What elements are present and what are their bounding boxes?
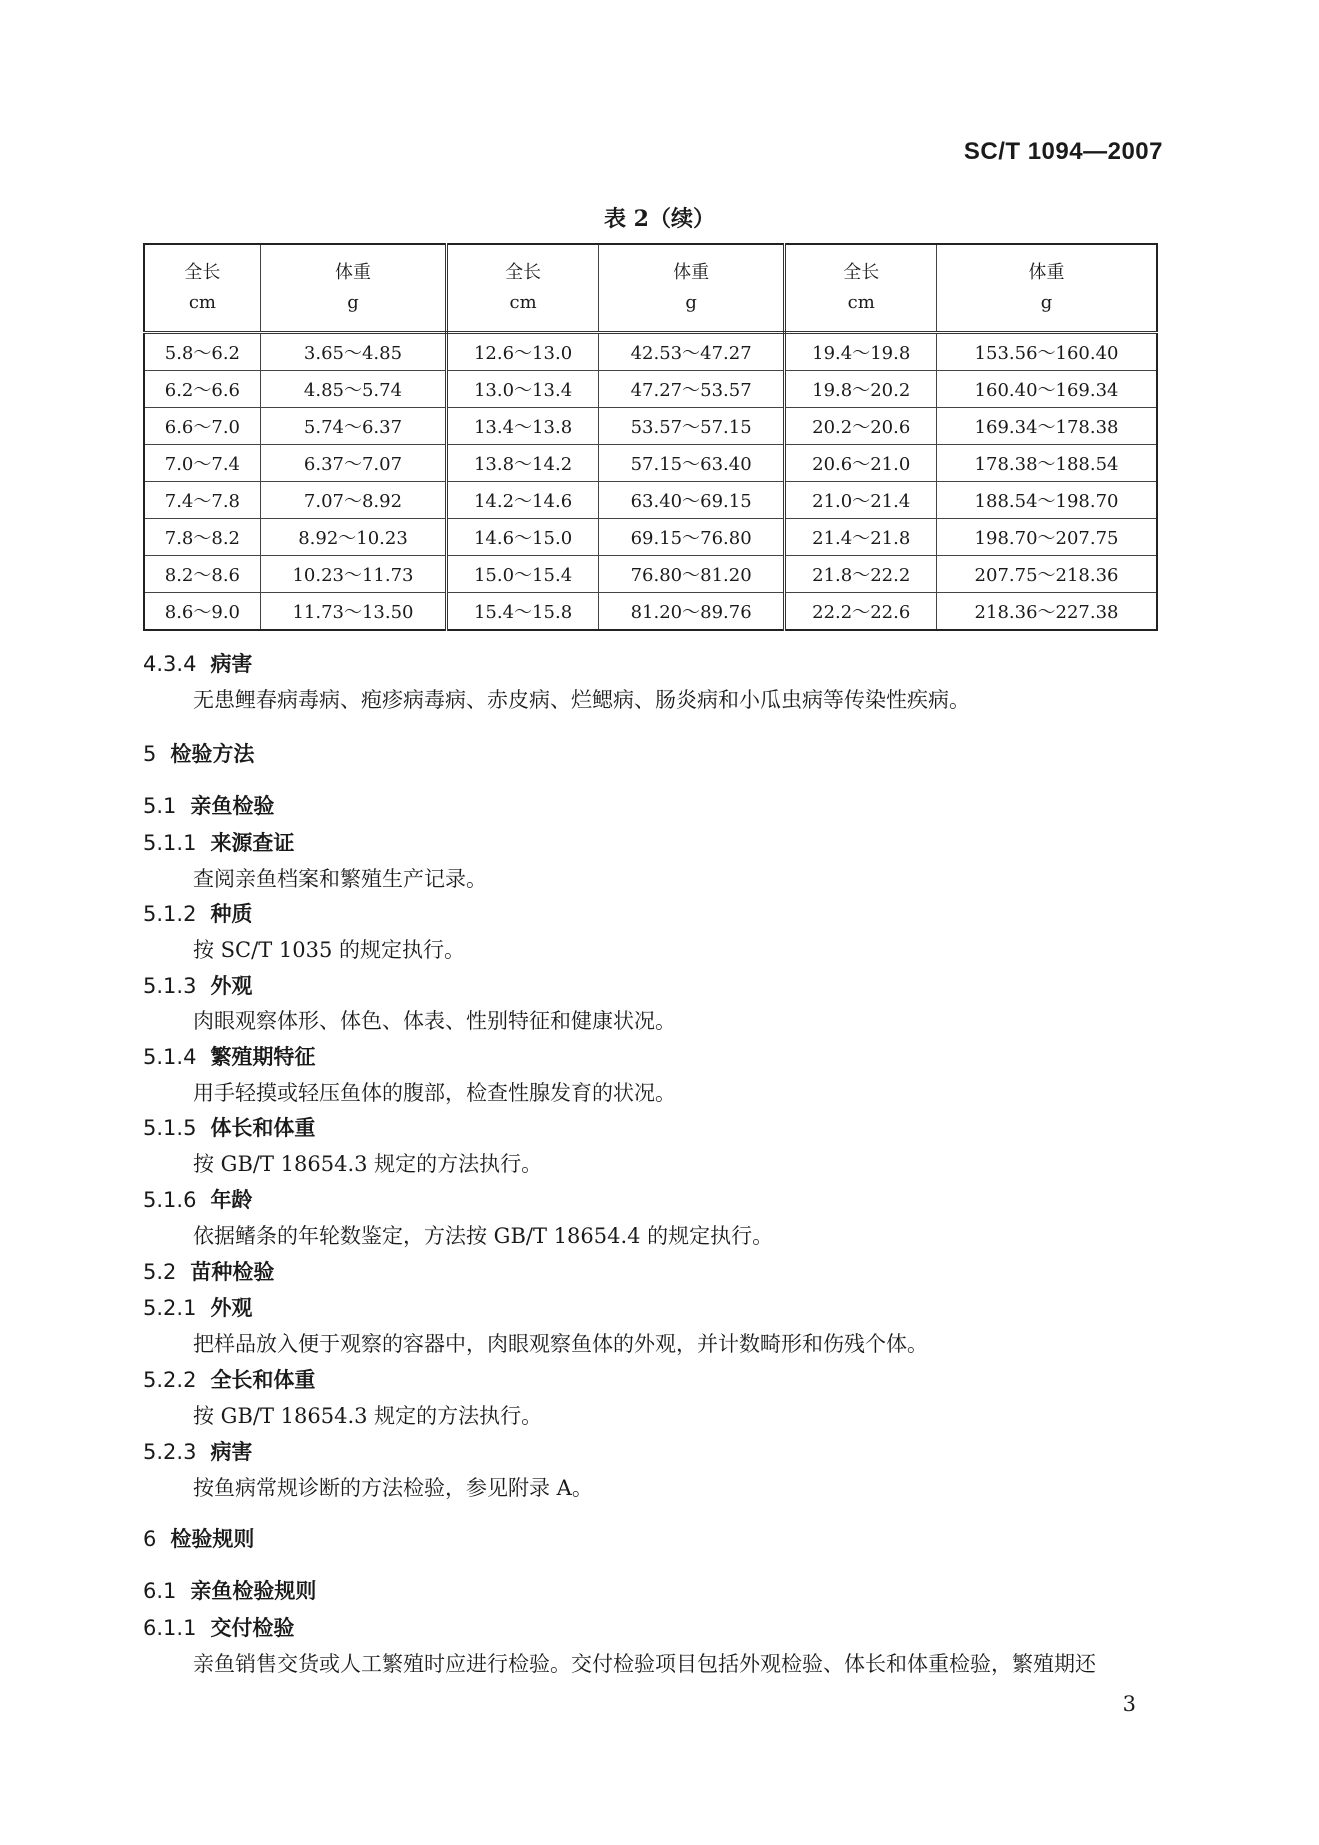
length-cell: 21.4～21.8	[785, 519, 937, 556]
length-cell: 6.6～7.0	[144, 408, 260, 445]
section-5-1-6-heading: 5.1.6 年龄	[143, 1188, 253, 1212]
length-cell: 13.8～14.2	[447, 445, 599, 482]
table-row	[144, 408, 1157, 445]
length-cell: 8.2～8.6	[144, 556, 260, 593]
weight-cell: 81.20～89.76	[598, 593, 784, 631]
length-cell: 7.4～7.8	[144, 482, 260, 519]
weight-cell: 218.36～227.38	[937, 593, 1157, 631]
section-4-3-4-heading: 4.3.4 病害	[143, 652, 253, 676]
weight-cell: 3.65～4.85	[260, 333, 446, 371]
section-5-2-3-text: 按鱼病常规诊断的方法检验，参见附录 A。	[193, 1476, 593, 1500]
weight-cell: 42.53～47.27	[598, 333, 784, 371]
length-cell: 5.8～6.2	[144, 333, 260, 371]
page-number: 3	[1122, 1692, 1136, 1716]
section-5-1-6-text: 依据鳍条的年轮数鉴定，方法按 GB/T 18654.4 的规定执行。	[193, 1224, 774, 1248]
weight-cell: 188.54～198.70	[937, 482, 1157, 519]
weight-cell: 178.38～188.54	[937, 445, 1157, 482]
length-cell: 8.6～9.0	[144, 593, 260, 631]
length-cell: 21.0～21.4	[785, 482, 937, 519]
length-cell: 14.6～15.0	[447, 519, 599, 556]
section-5-1-4-heading: 5.1.4 繁殖期特征	[143, 1045, 316, 1069]
table-row	[144, 519, 1157, 556]
weight-cell: 8.92～10.23	[260, 519, 446, 556]
section-5-1-2-heading: 5.1.2 种质	[143, 902, 253, 926]
length-cell: 7.0～7.4	[144, 445, 260, 482]
section-5-1-5-text: 按 GB/T 18654.3 规定的方法执行。	[193, 1152, 543, 1176]
table-row	[144, 593, 1157, 631]
length-cell: 12.6～13.0	[447, 333, 599, 371]
section-6-1-1-text: 亲鱼销售交货或人工繁殖时应进行检验。交付检验项目包括外观检验、体长和体重检验，繁殖期还	[193, 1652, 1096, 1676]
length-cell: 13.0～13.4	[447, 371, 599, 408]
weight-cell: 47.27～53.57	[598, 371, 784, 408]
section-5-1-3-heading: 5.1.3 外观	[143, 974, 253, 998]
section-5-2-2-heading: 5.2.2 全长和体重	[143, 1368, 316, 1392]
table-body	[144, 333, 1157, 631]
weight-cell: 160.40～169.34	[937, 371, 1157, 408]
length-cell: 7.8～8.2	[144, 519, 260, 556]
weight-cell: 57.15～63.40	[598, 445, 784, 482]
section-5-1-3-text: 肉眼观察体形、体色、体表、性别特征和健康状况。	[193, 1009, 676, 1033]
section-5-1-1-text: 查阅亲鱼档案和繁殖生产记录。	[193, 867, 487, 891]
section-5-heading: 5 检验方法	[143, 742, 255, 766]
weight-cell: 76.80～81.20	[598, 556, 784, 593]
weight-cell: 6.37～7.07	[260, 445, 446, 482]
length-weight-table	[143, 243, 1158, 631]
weight-cell: 7.07～8.92	[260, 482, 446, 519]
length-cell: 19.4～19.8	[785, 333, 937, 371]
header-weight-3: 体重 g	[937, 244, 1157, 333]
length-cell: 21.8～22.2	[785, 556, 937, 593]
section-5-1-5-heading: 5.1.5 体长和体重	[143, 1116, 316, 1140]
weight-cell: 4.85～5.74	[260, 371, 446, 408]
weight-cell: 63.40～69.15	[598, 482, 784, 519]
length-cell: 6.2～6.6	[144, 371, 260, 408]
section-4-3-4-text: 无患鲤春病毒病、疱疹病毒病、赤皮病、烂鳃病、肠炎病和小瓜虫病等传染性疾病。	[193, 688, 970, 712]
weight-cell: 53.57～57.15	[598, 408, 784, 445]
section-6-1-1-heading: 6.1.1 交付检验	[143, 1616, 295, 1640]
length-cell: 19.8～20.2	[785, 371, 937, 408]
length-cell: 15.0～15.4	[447, 556, 599, 593]
header-length-2: 全长 cm	[447, 244, 599, 333]
weight-cell: 11.73～13.50	[260, 593, 446, 631]
section-5-2-1-text: 把样品放入便于观察的容器中，肉眼观察鱼体的外观，并计数畸形和伤残个体。	[193, 1332, 928, 1356]
weight-cell: 198.70～207.75	[937, 519, 1157, 556]
section-5-2-3-heading: 5.2.3 病害	[143, 1440, 253, 1464]
header-weight-2: 体重 g	[598, 244, 784, 333]
length-cell: 20.6～21.0	[785, 445, 937, 482]
header-length-3: 全长 cm	[785, 244, 937, 333]
section-5-2-2-text: 按 GB/T 18654.3 规定的方法执行。	[193, 1404, 543, 1428]
section-5-1-2-text: 按 SC/T 1035 的规定执行。	[193, 938, 466, 962]
table-row	[144, 333, 1157, 371]
section-5-1-heading: 5.1 亲鱼检验	[143, 794, 275, 818]
length-cell: 15.4～15.8	[447, 593, 599, 631]
length-cell: 14.2～14.6	[447, 482, 599, 519]
table-caption: 表 2（续）	[604, 206, 715, 232]
table-row	[144, 556, 1157, 593]
length-cell: 20.2～20.6	[785, 408, 937, 445]
section-6-1-heading: 6.1 亲鱼检验规则	[143, 1579, 317, 1603]
weight-cell: 207.75～218.36	[937, 556, 1157, 593]
table-row	[144, 445, 1157, 482]
standard-code: SC/T 1094—2007	[963, 138, 1163, 165]
header-weight-1: 体重 g	[260, 244, 446, 333]
weight-cell: 5.74～6.37	[260, 408, 446, 445]
section-5-1-1-heading: 5.1.1 来源查证	[143, 831, 295, 855]
weight-cell: 153.56～160.40	[937, 333, 1157, 371]
table-row	[144, 482, 1157, 519]
table-row	[144, 371, 1157, 408]
weight-cell: 69.15～76.80	[598, 519, 784, 556]
weight-cell: 169.34～178.38	[937, 408, 1157, 445]
section-6-heading: 6 检验规则	[143, 1527, 255, 1551]
section-5-2-1-heading: 5.2.1 外观	[143, 1296, 253, 1320]
section-5-2-heading: 5.2 苗种检验	[143, 1260, 275, 1284]
section-5-1-4-text: 用手轻摸或轻压鱼体的腹部，检查性腺发育的状况。	[193, 1081, 676, 1105]
length-cell: 13.4～13.8	[447, 408, 599, 445]
table-header-row	[144, 244, 1157, 333]
length-cell: 22.2～22.6	[785, 593, 937, 631]
header-length-1: 全长 cm	[144, 244, 260, 333]
weight-cell: 10.23～11.73	[260, 556, 446, 593]
